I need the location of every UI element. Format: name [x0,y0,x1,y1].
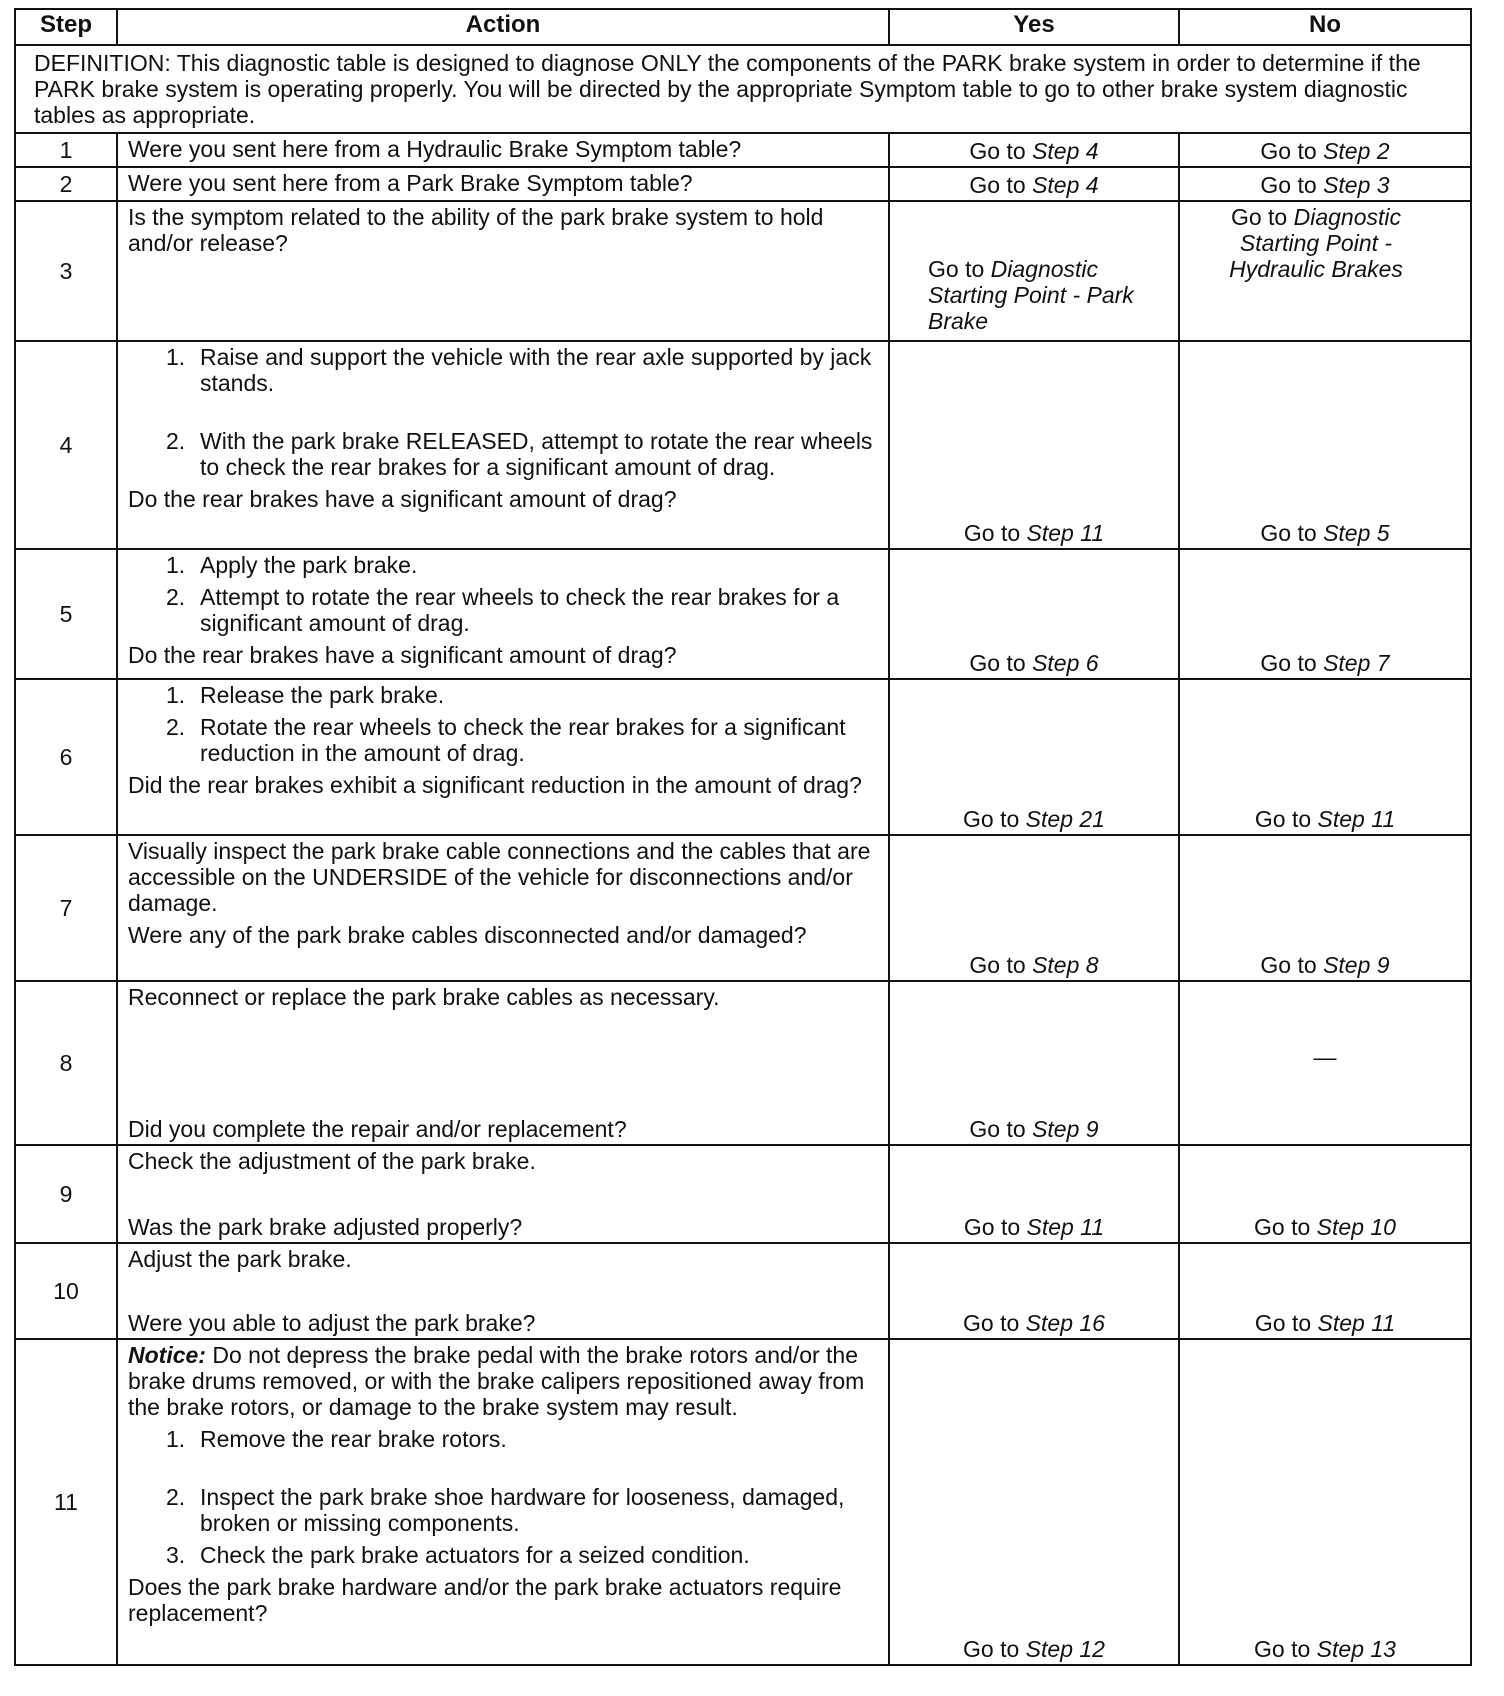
header-no: No [1179,9,1471,45]
yes-target: Step 12 [1025,1636,1105,1662]
action-cell [117,981,889,1145]
goto-prefix: Go to [1260,138,1317,164]
no-target: Step 5 [1323,520,1390,546]
question-text: Was the park brake adjusted properly? [128,1214,523,1240]
goto-prefix: Go to [1230,204,1288,230]
yes-target: Step 8 [1032,952,1099,978]
goto-prefix: Go to [1254,1310,1312,1336]
yes-cell [889,549,1179,679]
yes-target: Step 4 [1032,172,1099,198]
no-target: Step 10 [1316,1214,1396,1240]
no-target: — [1313,1044,1337,1070]
table-row [15,167,1471,201]
question-text: Were you able to adjust the park brake? [128,1310,536,1336]
table-row [15,1243,1471,1339]
list-item: 2. Rotate the rear wheels to check the rear brakes for a significant reduction in the amount of drag. [166,714,846,766]
yes-cell [889,981,1179,1145]
goto-prefix: Go to [963,806,1020,832]
no-target: Diagnostic Starting Point - Hydraulic Brakes [1229,204,1403,282]
question-text: Is the symptom related to the ability of the park brake system to hold and/or release? [128,204,824,256]
header-yes: Yes [889,9,1179,45]
yes-cell [889,679,1179,835]
goto-prefix: Go to [969,1116,1026,1142]
diagnostic-table-page [14,8,1470,1666]
no-target: Step 13 [1316,1636,1396,1662]
table-row [15,133,1471,167]
no-cell [1179,835,1471,981]
action-cell [117,549,889,679]
list-item: 3. Check the park brake actuators for a seized condition. [166,1542,750,1568]
notice-paragraph [128,1342,878,1420]
goto-prefix: Go to [969,952,1026,978]
table-row [15,835,1471,981]
yes-cell [889,201,1179,341]
list-item: 2. Attempt to rotate the rear wheels to check the rear brakes for a significant amount of drag. [166,584,840,636]
goto-prefix: Go to [1260,650,1317,676]
no-cell [1179,679,1471,835]
yes-target: Diagnostic Starting Point - Park Brake [928,256,1134,334]
step-number: 9 [15,1145,117,1243]
step-number: 11 [15,1339,117,1665]
question-text: Were any of the park brake cables disconnected and/or damaged? [128,922,807,948]
question-text: Did the rear brakes exhibit a significant reduction in the amount of drag? [128,772,862,798]
no-cell [1179,1339,1471,1665]
yes-target: Step 11 [1026,520,1105,546]
step-number: 3 [15,201,117,341]
no-target: Step 11 [1317,1310,1396,1336]
step-number: 1 [15,133,117,167]
header-step: Step [15,9,117,45]
instruction-text: Adjust the park brake. [128,1246,352,1272]
goto-prefix: Go to [1260,172,1317,198]
goto-prefix: Go to [1254,1636,1311,1662]
action-cell [117,835,889,981]
action-cell [117,341,889,549]
list-item: 1. Remove the rear brake rotors. [166,1426,507,1452]
no-target: Step 3 [1323,172,1390,198]
definition-row [15,45,1471,133]
yes-target: Step 11 [1026,1214,1105,1240]
goto-prefix: Go to [928,256,985,282]
table-row [15,679,1471,835]
yes-cell [889,341,1179,549]
yes-cell [889,1339,1179,1665]
question-text: Were you sent here from a Park Brake Symptom table? [128,170,693,196]
no-cell [1179,341,1471,549]
yes-cell [889,1243,1179,1339]
yes-cell [889,133,1179,167]
no-cell [1179,201,1471,341]
question-text: Does the park brake hardware and/or the park brake actuators require replacement? [128,1574,842,1626]
table-row [15,341,1471,549]
step-number: 4 [15,341,117,549]
yes-target: Step 16 [1025,1310,1105,1336]
goto-prefix: Go to [1254,806,1312,832]
action-cell [117,1243,889,1339]
goto-prefix: Go to [969,650,1026,676]
yes-cell [889,835,1179,981]
notice-text: Do not depress the brake pedal with the brake rotors and/or the brake drums removed, or with the brake calipers repositioned away from the brake rotors, or damage to the brake system may result. [128,1342,865,1420]
no-cell [1179,133,1471,167]
yes-target: Step 4 [1032,138,1099,164]
no-target: Step 7 [1323,650,1390,676]
action-cell [117,133,889,167]
yes-target: Step 6 [1032,650,1099,676]
goto-prefix: Go to [1254,1214,1311,1240]
question-text: Do the rear brakes have a significant amount of drag? [128,642,677,668]
table-row [15,201,1471,341]
goto-prefix: Go to [963,1310,1020,1336]
goto-prefix: Go to [969,172,1026,198]
action-cell [117,1145,889,1243]
no-cell [1179,981,1471,1145]
table-header-row [15,9,1471,45]
action-cell [117,1339,889,1665]
step-number: 7 [15,835,117,981]
no-target: Step 9 [1323,952,1390,978]
goto-prefix: Go to [963,520,1021,546]
yes-target: Step 21 [1025,806,1105,832]
goto-prefix: Go to [1260,952,1317,978]
action-cell [117,167,889,201]
list-item: 2. Inspect the park brake shoe hardware for looseness, damaged, broken or missing components. [166,1484,845,1536]
question-text: Do the rear brakes have a significant amount of drag? [128,486,677,512]
header-action: Action [117,9,889,45]
yes-target: Step 9 [1032,1116,1099,1142]
instruction-text: Check the adjustment of the park brake. [128,1148,536,1174]
step-number: 5 [15,549,117,679]
no-cell [1179,167,1471,201]
table-row [15,1339,1471,1665]
no-cell [1179,549,1471,679]
list-item: 1. Release the park brake. [166,682,445,708]
definition-text: DEFINITION: This diagnostic table is designed to diagnose ONLY the components of the PARK brake system in order to determine if the PARK brake system is operating properly. You will be directed by the appropriate Symptom table to go to other brake system diagnostic tables as appropriate. [15,45,1471,133]
step-number: 2 [15,167,117,201]
goto-prefix: Go to [963,1636,1020,1662]
park-brake-diagnostic-table [14,8,1472,1666]
no-cell [1179,1243,1471,1339]
notice-label: Notice: [128,1342,206,1368]
step-number: 8 [15,981,117,1145]
question-text: Did you complete the repair and/or replacement? [128,1116,627,1142]
instruction-text: Visually inspect the park brake cable connections and the cables that are accessible on the UNDERSIDE of the vehicle for disconnections and/or damage. [128,838,871,916]
yes-cell [889,1145,1179,1243]
no-target: Step 2 [1323,138,1390,164]
yes-cell [889,167,1179,201]
goto-prefix: Go to [969,138,1026,164]
table-row [15,1145,1471,1243]
list-item: 1. Apply the park brake. [166,552,418,578]
no-target: Step 11 [1317,806,1396,832]
list-item: 2. With the park brake RELEASED, attempt to rotate the rear wheels to check the rear brakes for a significant amount of drag. [166,428,873,480]
step-number: 10 [15,1243,117,1339]
goto-prefix: Go to [1260,520,1317,546]
question-text: Were you sent here from a Hydraulic Brake Symptom table? [128,136,742,162]
table-row [15,981,1471,1145]
table-row [15,549,1471,679]
list-item: 1. Raise and support the vehicle with the rear axle supported by jack stands. [166,344,872,396]
step-number: 6 [15,679,117,835]
action-cell [117,679,889,835]
no-cell [1179,1145,1471,1243]
instruction-text: Reconnect or replace the park brake cables as necessary. [128,984,720,1010]
goto-prefix: Go to [963,1214,1021,1240]
action-cell [117,201,889,341]
